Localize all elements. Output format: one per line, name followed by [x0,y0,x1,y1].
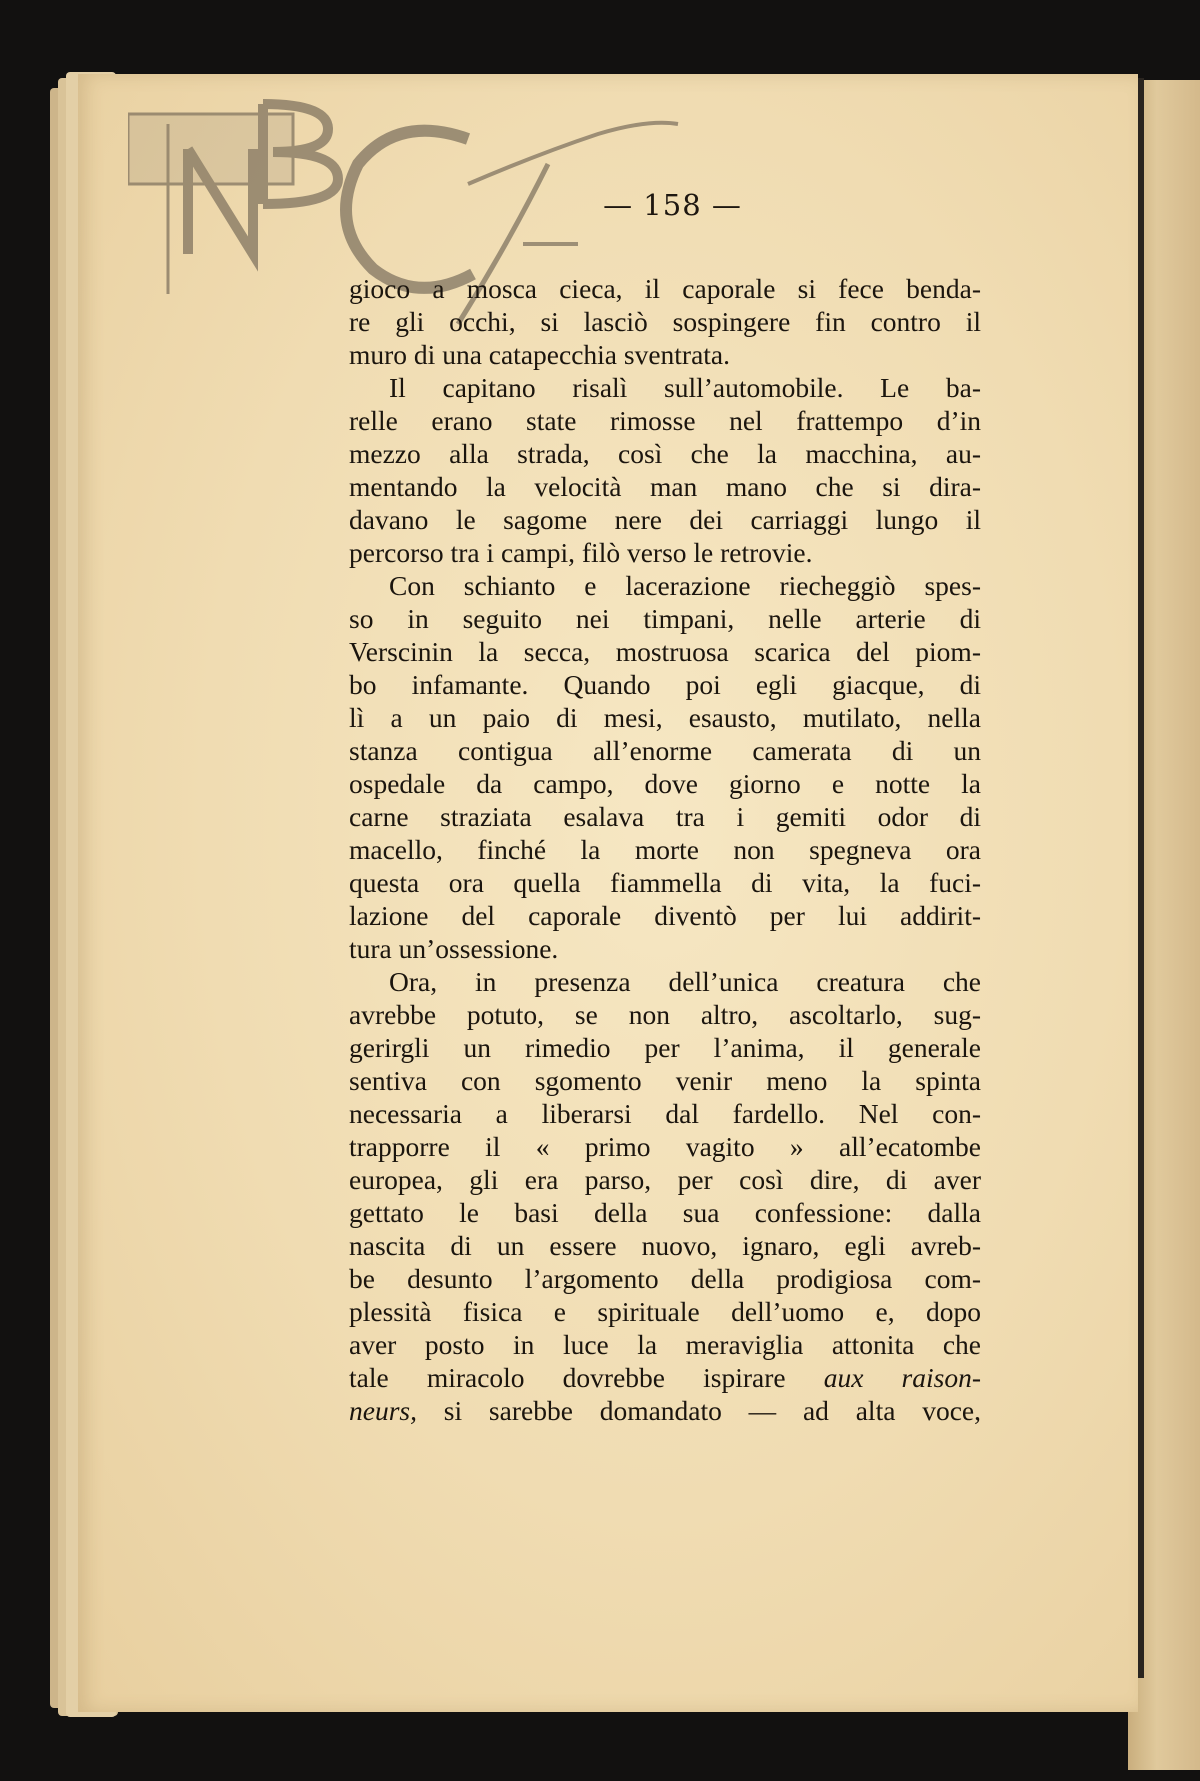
italic-phrase: aux raison- [823,1362,981,1393]
text-line: macello, finché la morte non spegneva ora [349,834,981,865]
text-line: davano le sagome nere dei carriaggi lungo il [349,504,981,535]
text-line: necessaria a liberarsi dal fardello. Nel con- [349,1098,981,1129]
text-line: relle erano state rimosse nel frattempo d’in [349,405,981,436]
text-line: percorso tra i campi, filò verso le retrovie. [349,537,813,568]
text-line: plessità fisica e spirituale dell’uomo e, dopo [349,1296,981,1327]
text-line: avrebbe potuto, se non altro, ascoltarlo, sug- [349,999,981,1030]
text-line: Verscinin la secca, mostruosa scarica del piom- [349,636,981,667]
text-line: gioco a mosca cieca, il caporale si fece benda- [349,273,981,304]
text-line: sentiva con sgomento venir meno la spinta [349,1065,981,1096]
body-text [349,272,981,1427]
text-line: mezzo alla strada, così che la macchina, au- [349,438,981,469]
text-line: questa ora quella fiammella di vita, la fuci- [349,867,981,898]
text-line: lì a un paio di mesi, esausto, mutilato, nella [349,702,981,733]
text-line: tura un’ossessione. [349,933,559,964]
text-line [349,1361,981,1394]
text-line: lazione del caporale diventò per lui addirit- [349,900,981,931]
page-number: — 158 — [603,188,742,222]
text-run: tale miracolo dovrebbe ispirare [349,1362,824,1393]
text-line: bo infamante. Quando poi egli giacque, di [349,669,981,700]
text-line: ospedale da campo, dove giorno e notte la [349,768,981,799]
text-line: Ora, in presenza dell’unica creatura che [389,966,981,997]
text-line: carne straziata esalava tra i gemiti odor di [349,801,981,832]
text-line: gerirgli un rimedio per l’anima, il generale [349,1032,981,1063]
text-line: trapporre il « primo vagito » all’ecatombe [349,1131,981,1162]
text-line [349,1394,981,1427]
text-run: si sarebbe domandato — ad alta voce, [417,1395,981,1426]
text-line: europea, gli era parso, per così dire, di aver [349,1164,981,1195]
text-line: aver posto in luce la meraviglia attonita che [349,1329,981,1360]
binding-gap [1138,78,1144,1678]
text-line: re gli occhi, si lasciò sospingere fin contro il [349,306,981,337]
text-line: be desunto l’argomento della prodigiosa com- [349,1263,981,1294]
text-line: Il capitano risalì sull’automobile. Le ba- [389,372,981,403]
text-line: stanza contigua all’enorme camerata di un [349,735,981,766]
text-line: muro di una catapecchia sventrata. [349,339,730,370]
text-line: mentando la velocità man mano che si dira- [349,471,981,502]
text-line: Con schianto e lacerazione riecheggiò spes- [389,570,981,601]
text-line: nascita di un essere nuovo, ignaro, egli avreb- [349,1230,981,1261]
text-line: so in seguito nei timpani, nelle arterie di [349,603,981,634]
italic-phrase: neurs, [349,1395,417,1426]
text-line: gettato le basi della sua confessione: dalla [349,1197,981,1228]
